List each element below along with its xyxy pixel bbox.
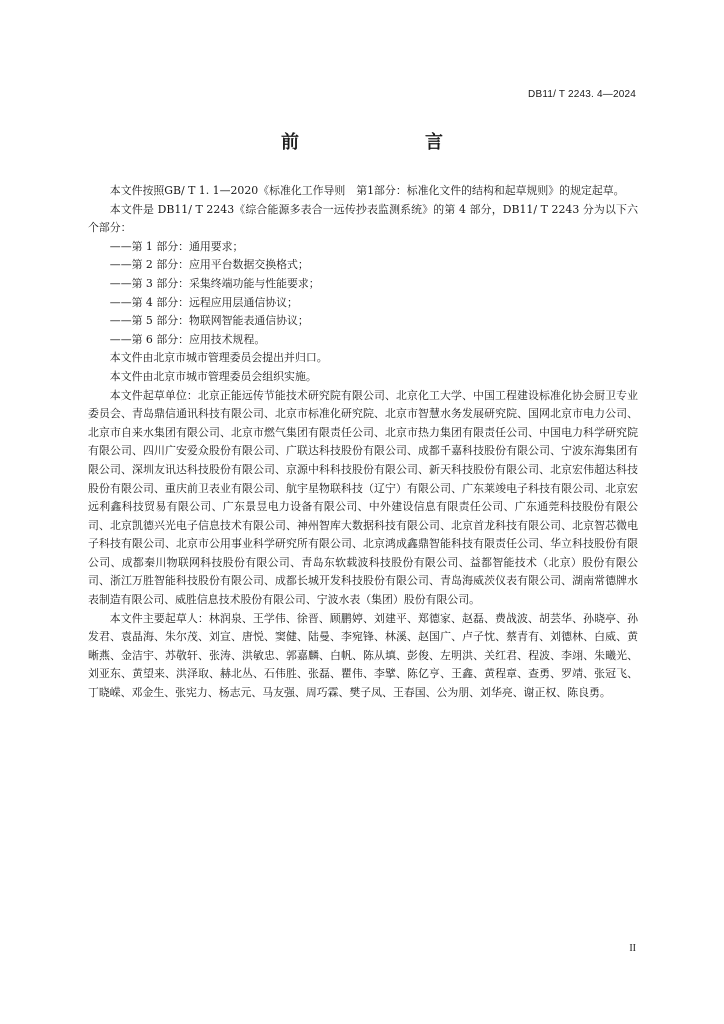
page-title: 前 言 — [281, 132, 473, 153]
paragraph-parts-intro: 本文件是 DB11/ T 2243《综合能源多表合一远传抄表监测系统》的第 4 部分，DB11/ T 2243 分为以下六个部分： — [88, 202, 638, 235]
document-body — [88, 182, 638, 703]
page-number: II — [629, 943, 636, 954]
part-3-item: ——第 3 部分：采集终端功能与性能要求； — [109, 276, 320, 290]
paragraph-implementer: 本文件由北京市城市管理委员会组织实施。 — [109, 369, 317, 383]
paragraph-drafting-rule: 本文件按照GB/ T 1. 1—2020《标准化工作导则 第1部分：标准化文件的结构和起草规则》的规定起草。 — [109, 184, 625, 197]
paragraph-proposer: 本文件由北京市城市管理委员会提出并归口。 — [109, 351, 328, 365]
paragraph-drafters: 本文件主要起草人：林润泉、王学伟、徐晋、顾鹏婷、刘建平、郑德家、赵磊、费战波、胡芸华、孙晓亭、孙发君、袁晶海、朱尔茂、刘宣、唐悦、窦健、陆曼、李宛锋、林溪、赵国广、卢子忱、蔡青有、刘德林、白威、黄晰燕、金洁宇、苏敬轩、张涛、洪敏忠、郭嘉麟、白帆、陈从填、彭俊、左明洪、关红君、程波、李翊、朱曦光、刘亚东、黄望来、洪泽取、赫北丛、石伟胜、张磊、瞿伟、李擘、陈亿亨、王鑫、黄程章、查勇、罗靖、张冠飞、丁晓嵘、邓金生、张宪力、杨志元、马友强、周巧霖、樊子凤、王春国、公为朋、刘华亮、谢正权、陈良勇。 — [88, 611, 638, 700]
document-code: DB11/ T 2243. 4—2024 — [528, 89, 636, 100]
part-6-item: ——第 6 部分：应用技术规程。 — [109, 332, 266, 346]
part-1-item: ——第 1 部分：通用要求； — [109, 239, 244, 253]
part-5-item: ——第 5 部分：物联网智能表通信协议； — [109, 314, 309, 328]
part-2-item: ——第 2 部分：应用平台数据交换格式； — [109, 258, 309, 272]
part-4-item: ——第 4 部分：远程应用层通信协议； — [109, 295, 298, 309]
paragraph-drafting-units: 本文件起草单位：北京正能远传节能技术研究院有限公司、北京化工大学、中国工程建设标准化协会厨卫专业委员会、青岛鼎信通讯科技有限公司、北京市标准化研究院、北京市智慧水务发展研究院、国网北京市电力公司、北京市自来水集团有限公司、北京市燃气集团有限责任公司、北京市热力集团有限责任公司、中国电力科学研究院有限公司、四川广安爱众股份有限公司、广联达科技股份有限公司、成都千嘉科技股份有限公司、宁波东海集团有限公司、深圳友讯达科技股份有限公司、京源中科科技股份有限公司、新天科技股份有限公司、北京宏伟超达科技股份有限公司、重庆前卫表业有限公司、航宇星物联科技（辽宁）有限公司、广东莱竣电子科技有限公司、北京宏远利鑫科技贸易有限公司、广东景昱电力设备有限公司、中外建设信息有限责任公司、广东通莞科技股份有限公司、北京凯德兴光电子信息技术有限公司、神州智库大数据科技有限公司、北京首龙科技有限公司、北京智芯微电子科技有限公司、北京市公用事业科学研究所有限公司、北京鸿成鑫鼎智能科技有限责任公司、华立科技股份有限公司、成都秦川物联网科技股份有限公司、青岛东软载波科技股份有限公司、益都智能技术（北京）股份有限公司、浙江万胜智能科技股份有限公司、成都长城开发科技股份有限公司、青岛海威茨仪表有限公司、湖南常德牌水表制造有限公司、威胜信息技术股份有限公司、宁波水表（集团）股份有限公司。 — [88, 388, 638, 607]
